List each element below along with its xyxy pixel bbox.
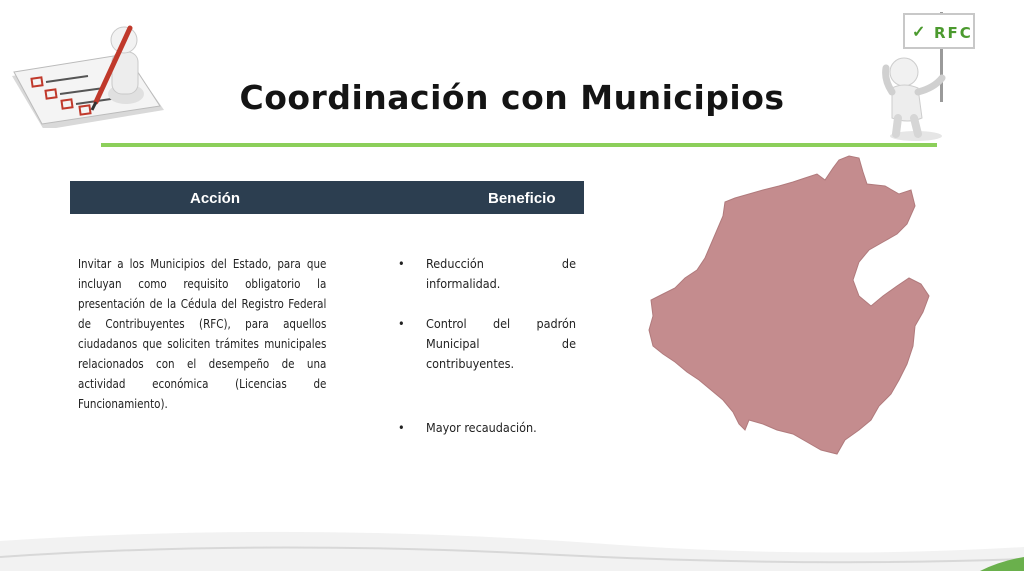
title-underline <box>101 143 937 147</box>
list-item <box>398 254 576 294</box>
accion-description: Invitar a los Municipios del Estado, para que incluyan como requisito obligatorio la presentación de la Cédula del Registro Federal de Contribuyentes (RFC), para aquellos ciudadanos que soliciten trámites municipales relacionados con el desempeño de una actividad económica (Licencias de Funcionamiento). <box>78 256 327 411</box>
column-header-accion: Acción <box>190 190 241 207</box>
check-icon: ✓ <box>912 24 926 41</box>
bullet-icon: • <box>398 316 405 331</box>
list-item <box>398 418 576 438</box>
footer-wave-decoration <box>0 511 1024 576</box>
state-map-silhouette <box>645 150 935 465</box>
bullet-icon: • <box>398 420 405 435</box>
page-title: Coordinación con Municipios <box>239 78 785 117</box>
list-item <box>398 314 576 374</box>
table-header <box>70 181 584 214</box>
beneficio-text: Control del padrón Municipal de contribuyentes. <box>426 316 576 371</box>
beneficio-text: Reducción de informalidad. <box>426 256 576 291</box>
column-header-beneficio: Beneficio <box>488 190 556 207</box>
rfc-sign-label: RFC <box>934 24 973 42</box>
beneficio-text: Mayor recaudación. <box>426 420 537 435</box>
bullet-icon: • <box>398 256 405 271</box>
